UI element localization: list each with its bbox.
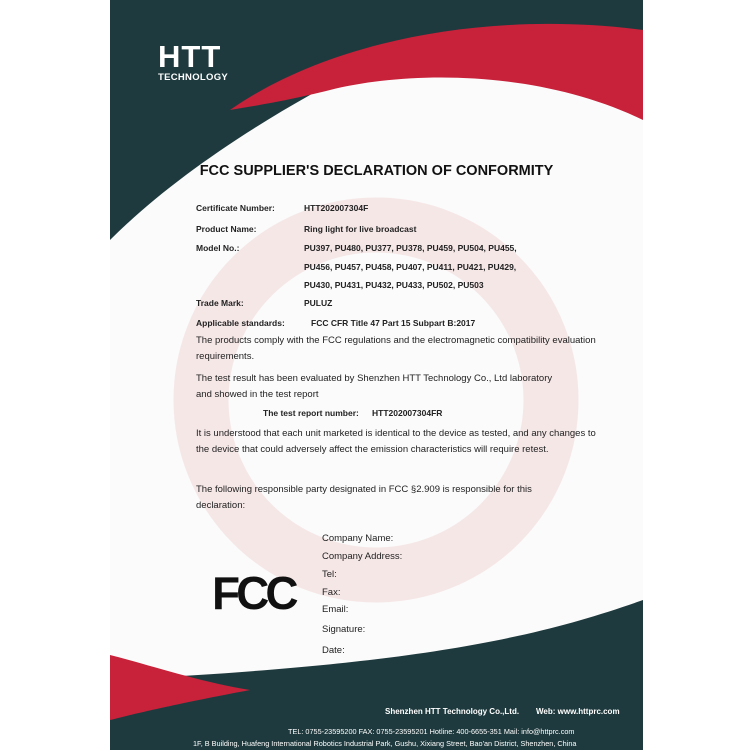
htt-logo: [158, 39, 229, 83]
paragraph-compliance: The products comply with the FCC regulations and the electromagnetic compatibility evaluation requirements.: [196, 335, 596, 362]
field-certificate-number: [196, 203, 369, 213]
logo-name: HTT: [158, 39, 222, 74]
field-label: Certificate Number:: [196, 203, 275, 213]
field-value: PU397, PU480, PU377, PU378, PU459, PU504, PU455,: [304, 243, 517, 253]
footer-company: Shenzhen HTT Technology Co.,Ltd.: [385, 707, 520, 716]
field-value: HTT202007304F: [304, 203, 369, 213]
field-value: FCC CFR Title 47 Part 15 Subpart B:2017: [311, 318, 476, 328]
field-product-name: [196, 224, 417, 234]
company-name-label: Company Name:: [322, 533, 394, 544]
field-label: Applicable standards:: [196, 318, 285, 328]
company-address-label: Company Address:: [322, 551, 403, 562]
field-value: PU430, PU431, PU432, PU433, PU502, PU503: [304, 280, 484, 290]
email-label: Email:: [322, 604, 349, 615]
footer-address: 1F, B Building, Huafeng International Robotics Industrial Park, Gushu, Xixiang Street, Bao'an District, Shenzhen, China: [193, 739, 577, 748]
field-trade-mark: [196, 298, 333, 308]
fax-label: Fax:: [322, 587, 341, 598]
paragraph-responsible-party: The following responsible party designated in FCC §2.909 is responsible for this declaration:: [196, 484, 532, 511]
footer-web: Web: www.httprc.com: [536, 707, 620, 716]
document-title: FCC SUPPLIER'S DECLARATION OF CONFORMITY: [199, 163, 554, 179]
field-value: PULUZ: [304, 298, 333, 308]
report-label: The test report number:: [263, 408, 359, 418]
date-label: Date:: [322, 645, 345, 656]
field-standards: [196, 318, 476, 328]
field-label: Trade Mark:: [196, 298, 244, 308]
fcc-logo: [212, 566, 295, 620]
signature-label: Signature:: [322, 624, 366, 635]
field-value: PU456, PU457, PU458, PU407, PU411, PU421, PU429,: [304, 262, 517, 272]
field-model-no: [196, 243, 517, 253]
fcc-logo-text: FCC: [212, 567, 295, 619]
certificate: [110, 0, 643, 750]
logo-subtitle: TECHNOLOGY: [158, 72, 229, 83]
paragraph-test-result: The test result has been evaluated by Shenzhen HTT Technology Co., Ltd laboratory and showed in the test report: [196, 373, 553, 400]
field-label: Product Name:: [196, 224, 257, 234]
tel-label: Tel:: [322, 569, 337, 580]
field-value: Ring light for live broadcast: [304, 224, 417, 234]
test-report-number: [263, 408, 443, 418]
report-value: HTT202007304FR: [372, 408, 443, 418]
field-label: Model No.:: [196, 243, 240, 253]
footer-contacts: TEL: 0755-23595200 FAX: 0755-23595201 Hotline: 400-6655-351 Mail: info@httprc.com: [288, 727, 575, 736]
paragraph-identical: It is understood that each unit marketed is identical to the device as tested, and any changes to the device that could adversely affect the emission characteristics will require retest.: [196, 428, 596, 455]
